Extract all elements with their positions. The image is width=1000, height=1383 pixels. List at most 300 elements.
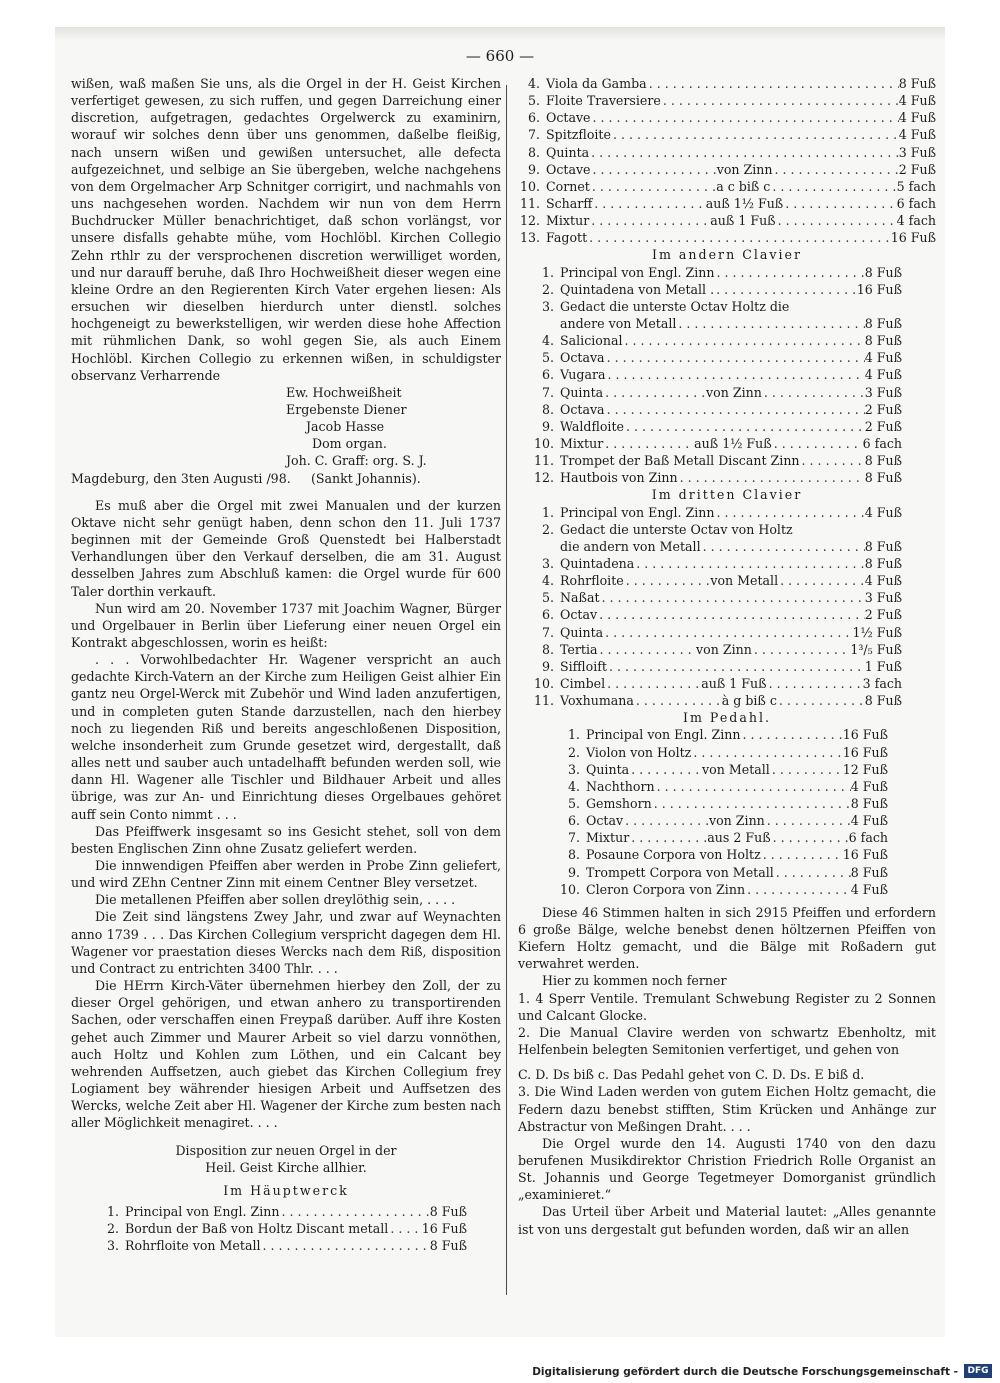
- stop-number: 7.: [541, 624, 554, 640]
- stop-material: auß 1½ Fuß: [705, 195, 784, 211]
- section-heading-third-manual: Im dritten Clavier: [651, 487, 803, 503]
- stop-name: Cleron Corpora von Zinn: [586, 881, 746, 897]
- stop-number: 1.: [541, 264, 554, 280]
- stop-pitch: 8 Fuß: [864, 453, 902, 469]
- stop-row: [558, 795, 888, 812]
- stop-pitch: 3 fach: [862, 675, 903, 691]
- stop-name: Rohrfloite: [560, 573, 624, 589]
- page-number: — 660 —: [465, 47, 535, 65]
- leader-dots: [767, 675, 863, 692]
- stop-number: 9.: [527, 161, 540, 177]
- paragraph: Das Urteil über Arbeit und Material lautet: „Alles genannte ist von uns dergestalt gut befunden worden, daß wir an allen: [518, 1204, 936, 1237]
- leader-dots: [741, 726, 843, 743]
- signature-note: (Sankt Johannis).: [311, 470, 421, 486]
- stop-row: [518, 92, 936, 109]
- stop-pitch: 2 Fuß: [864, 607, 902, 623]
- signature-line: Joh. C. Graff: org. S. J.: [286, 453, 427, 469]
- section-heading-hauptwerk: Im Häuptwerck: [223, 1182, 349, 1198]
- stop-pitch: 4 Fuß: [898, 93, 936, 109]
- stop-name: Trompett Corpora von Metall: [586, 864, 774, 880]
- stop-name: Octave: [546, 161, 591, 177]
- stop-material: von Metall: [710, 573, 779, 589]
- stop-number: 11.: [533, 693, 554, 709]
- dfg-logo: DFG: [964, 1364, 992, 1378]
- stop-name: Voxhumana: [560, 693, 634, 709]
- stop-pitch: 4 Fuß: [850, 813, 888, 829]
- stop-name: Principal von Engl. Zinn: [560, 504, 715, 520]
- leader-dots: [605, 675, 701, 692]
- stop-name: Waldfloite: [560, 418, 624, 434]
- stop-pitch: 4 Fuß: [898, 110, 936, 126]
- contract-quote: Die Zeit sind längstens Zwey Jahr, und zwar auf Weynachten anno 1739 . . . Das Kirchen Collegium verspricht dagegen dem Hl. Wagener vor praestation dieses Wercks nach dem Riß, disposition und Contract zu entrichten 3400 Thlr. . . .: [71, 909, 501, 976]
- leader-dots: [629, 829, 707, 846]
- stop-name: Cimbel: [560, 675, 606, 691]
- stop-number: 10.: [559, 881, 580, 897]
- stop-row: [532, 624, 902, 641]
- stop-row: [558, 778, 888, 795]
- stop-number: 12.: [533, 470, 554, 486]
- stop-pitch: 16 Fuß: [842, 847, 888, 863]
- stop-number: 7.: [567, 830, 580, 846]
- paragraph: Nun wird am 20. November 1737 mit Joachim Wagner, Bürger und Orgelbauer in Berlin über Lieferung einer neuen Orgel ein Kontrakt abgeschlossen, worin es heißt:: [71, 600, 501, 650]
- leader-dots: [800, 452, 865, 469]
- stop-pitch: 8 Fuß: [864, 470, 902, 486]
- stop-row: [97, 1237, 467, 1254]
- stop-name: Vugara: [560, 367, 606, 383]
- leader-dots: [589, 144, 899, 161]
- stop-number: 10.: [533, 675, 554, 691]
- stop-number: 6.: [541, 367, 554, 383]
- leader-dots: [774, 864, 851, 881]
- column-divider: [506, 85, 507, 1295]
- letter-date: Magdeburg, den 3ten Augusti /98.: [71, 470, 291, 486]
- leader-dots: [591, 161, 717, 178]
- leader-dots: [762, 384, 865, 401]
- stop-name: Rohrfloite von Metall: [125, 1238, 261, 1254]
- stop-name: Quinta: [560, 384, 604, 400]
- stop-row: [532, 469, 902, 486]
- leader-dots: [634, 555, 864, 572]
- stop-number: 4.: [527, 76, 540, 91]
- stop-number: 6.: [567, 813, 580, 829]
- leader-dots: [715, 264, 865, 281]
- stop-pitch: 8 Fuß: [864, 538, 902, 554]
- stop-name: Scharff: [546, 195, 593, 211]
- stop-number: 11.: [533, 453, 554, 469]
- stop-number: 10.: [519, 178, 540, 194]
- paragraph: Die Orgel wurde den 14. Augusti 1740 von den dazu berufenen Musikdirektor Christion Friedrich Rolle Organist an St. Johannis und George Tegetmeyer Domorganist gründlich „examinieret.“: [518, 1135, 936, 1203]
- stop-name: Trompet der Baß Metall Discant Zinn: [560, 453, 800, 469]
- leader-dots: [603, 435, 694, 452]
- leader-dots: [647, 75, 899, 92]
- section-heading-pedal: Im Pedahl.: [683, 710, 771, 726]
- stop-pitch: 4 Fuß: [864, 504, 902, 520]
- leader-dots: [661, 92, 899, 109]
- stop-pitch: 8 Fuß: [850, 795, 888, 811]
- leader-dots: [605, 401, 865, 418]
- stop-number: 1.: [541, 504, 554, 520]
- stop-number: 3.: [541, 298, 554, 314]
- stop-number: 8.: [567, 847, 580, 863]
- leader-dots: [773, 161, 899, 178]
- stop-name: Octava: [560, 350, 605, 366]
- leader-dots: [765, 812, 851, 829]
- list-item: C. D. Ds biß c. Das Pedahl gehet von C. D. Ds. E biß d.: [518, 1067, 865, 1083]
- disposition-title: Disposition zur neuen Orgel in der: [175, 1142, 397, 1158]
- stop-pitch: 8 Fuß: [864, 315, 902, 331]
- contract-quote: Das Pfeiffwerk insgesamt so ins Gesicht stehet, soll von dem besten Englischen Zinn ohne Zusatz geliefert werden.: [71, 823, 501, 856]
- stop-pitch: 6 fach: [896, 195, 937, 211]
- stop-pitch: 2 Fuß: [898, 161, 937, 177]
- stop-row: [518, 195, 936, 212]
- leader-dots: [770, 761, 843, 778]
- stop-number: 9.: [567, 864, 580, 880]
- stop-material: a c biß c: [716, 178, 771, 194]
- stop-pitch: 4 fach: [896, 213, 937, 229]
- stop-material: aus 2 Fuß: [707, 830, 771, 846]
- stop-pitch: 8 Fuß: [429, 1238, 467, 1254]
- signature-line: Dom organ.: [312, 436, 387, 452]
- stop-name: Octava: [560, 401, 605, 417]
- stop-material: auß 1½ Fuß: [694, 435, 772, 451]
- leader-dots: [388, 1220, 421, 1237]
- stop-row: [97, 1220, 467, 1237]
- stop-number: 5.: [527, 93, 540, 109]
- stop-pitch: 16 Fuß: [842, 744, 888, 760]
- stop-name: Gedact die unterste Octav von Holtz: [560, 521, 793, 537]
- leader-dots: [715, 504, 865, 521]
- leader-dots: [776, 212, 897, 229]
- stop-number: 4.: [567, 778, 580, 794]
- paragraph: Diese 46 Stimmen halten in sich 2915 Pfeiffen und erfordern 6 große Bälge, welche benebst denen höltzernen Pfeiffen von Kiefern Holtz gemacht, und die Bälge mit Roßadern gut verwahret werden.: [518, 904, 936, 972]
- stop-row: [532, 555, 902, 572]
- stop-pitch: 16 Fuß: [890, 230, 936, 246]
- leader-dots: [611, 126, 899, 143]
- leader-dots: [603, 384, 706, 401]
- signature-line: Ew. Hochweißheit: [286, 384, 402, 400]
- list-item: 3. Die Wind Laden werden von gutem Eichen Holtz gemacht, die Federn dazu benebst stifften, Stim Krücken und Anhänge zur Abstractur von Meßingen Draht. . . .: [518, 1084, 936, 1134]
- stop-row: [532, 315, 902, 332]
- stop-name: Principal von Engl. Zinn: [560, 264, 715, 280]
- stop-name: Mixtur: [546, 213, 590, 229]
- stop-row: [532, 538, 902, 555]
- stop-list-hauptwerk-continued: [518, 75, 936, 246]
- stop-pitch: 8 Fuß: [429, 1203, 467, 1219]
- stop-row: [518, 144, 936, 161]
- stop-number: 1.: [106, 1203, 119, 1219]
- scanned-page: [55, 27, 945, 1337]
- stop-pitch: 2 Fuß: [864, 401, 902, 417]
- leader-dots: [778, 572, 865, 589]
- contract-quote: Die innwendigen Pfeiffen aber werden in Probe Zinn geliefert, und wird ZEhn Centner Zinn mit einem Centner Bley versetzet.: [71, 858, 501, 891]
- leader-dots: [597, 606, 865, 623]
- stop-name: Naßat: [560, 590, 600, 606]
- stop-name: Fagott: [546, 230, 588, 246]
- leader-dots: [777, 692, 865, 709]
- stop-number: 8.: [527, 144, 540, 160]
- stop-pitch: 4 Fuß: [898, 127, 936, 143]
- stop-number: 2.: [541, 281, 554, 297]
- stop-pitch: 16 Fuß: [421, 1221, 467, 1237]
- stop-name: Hautbois von Zinn: [560, 470, 678, 486]
- stop-pitch: 6 fach: [848, 830, 889, 846]
- leader-dots: [280, 1203, 430, 1220]
- stop-row: [532, 384, 902, 401]
- stop-name: Quinta: [586, 761, 630, 777]
- leader-dots: [714, 281, 857, 298]
- stop-pitch: 1 Fuß: [864, 658, 902, 674]
- stop-material: von Zinn: [706, 384, 762, 400]
- stop-pitch: 8 Fuß: [864, 693, 902, 709]
- stop-material: von Zinn: [716, 161, 773, 177]
- contract-quote: . . . Vorwohlbedachter Hr. Wagener verspricht an auch gedachte Kirch-Vatern an der Kirche zum Heiligen Geist alhier Ein gantz neu Orgel-Werck mit Zubehör und Wind laden anzufertigen, und in completen guten Stande darzustellen, nach den hierbey noch zu liegenden Riß und bereits angeschloßenen Disposition, welche insonderheit zum Grunde gesetzet wird, dergestallt, daß alles nett und sauber auch untadelhafft befunden werden soll, wie dann Hl. Wagener alle Tischler und Bildhauer Arbeit und alles übrige, was zur An- und Einrichtung dieses Orgelbaues gehöret auff sein Conto nimmt . . .: [71, 652, 501, 822]
- stop-name: Floite Traversiere: [546, 93, 661, 109]
- stop-number: 5.: [541, 590, 554, 606]
- stop-list-second-manual: [518, 264, 902, 487]
- stop-row: [532, 366, 902, 383]
- stop-name: Mixtur: [586, 830, 630, 846]
- stop-material: von Metall: [702, 761, 770, 777]
- leader-dots: [783, 195, 896, 212]
- leader-dots: [761, 846, 843, 863]
- stop-pitch: 16 Fuß: [856, 281, 902, 297]
- stop-row: [532, 401, 902, 418]
- stop-name: Viola da Gamba: [546, 76, 647, 91]
- stop-name: Cornet: [546, 178, 590, 194]
- stop-pitch: 8 Fuß: [898, 76, 936, 91]
- stop-material: auß 1 Fuß: [701, 675, 767, 691]
- stop-pitch: 12 Fuß: [842, 761, 888, 777]
- leader-dots: [652, 795, 851, 812]
- stop-name: Spitzfloite: [546, 127, 611, 143]
- stop-number: 7.: [541, 384, 554, 400]
- leader-dots: [589, 212, 710, 229]
- leader-dots: [623, 812, 709, 829]
- stop-row: [558, 744, 888, 761]
- stop-name: Gemshorn: [586, 795, 652, 811]
- leader-dots: [591, 109, 899, 126]
- stop-name: Tertia: [560, 641, 598, 657]
- stop-number: 9.: [541, 658, 554, 674]
- stop-number: 13.: [519, 230, 540, 246]
- stop-number: 3.: [106, 1238, 119, 1254]
- stop-row: [97, 1203, 467, 1220]
- stop-name: Principal von Engl. Zinn: [125, 1203, 280, 1219]
- stop-name: Quinta: [546, 144, 590, 160]
- stop-name: Octav: [586, 813, 624, 829]
- stop-number: 11.: [519, 195, 540, 211]
- stop-row: [532, 504, 902, 521]
- stop-number: 6.: [527, 110, 540, 126]
- stop-name: andere von Metall: [560, 315, 677, 331]
- leader-dots: [590, 178, 716, 195]
- leader-dots: [603, 624, 852, 641]
- leader-dots: [629, 761, 702, 778]
- stop-row: [532, 418, 902, 435]
- leader-dots: [587, 229, 891, 246]
- signature-line: Ergebenste Diener: [286, 401, 407, 417]
- stop-name: Principal von Engl. Zinn: [586, 727, 741, 743]
- stop-number: 10.: [533, 435, 554, 451]
- stop-list-third-manual: [518, 504, 902, 710]
- stop-name: Octave: [546, 110, 591, 126]
- list-item: 1. 4 Sperr Ventile. Tremulant Schwebung Register zu 2 Sonnen und Calcant Glocke.: [518, 990, 936, 1023]
- stop-row: [518, 109, 936, 126]
- stop-row: [532, 641, 902, 658]
- stop-row: [532, 692, 902, 709]
- stop-name: Posaune Corpora von Holtz: [586, 847, 761, 863]
- letter-paragraph: wißen, waß maßen Sie uns, als die Orgel in der H. Geist Kirchen verfertiget gewesen, zu sich ruffen, und gegen Darreichung einer discretion, aufgetragen, gedachtes Orgelwerck zu examinirn, worauf wir solches denn über uns genommen, daßelbe fleißig, nach unsern wißen und gewißen untersuchet, alle defecta aufgezeichnet, und selbige an Sie übergeben, welche nachgehens von dem Orgelmacher Arp Schnitger corrigirt, und nachmahls von uns nachgesehen worden. Nachdem wir nun von dem Herrn Buchdrucker Müller benachrichtiget, daß schon vorlängst, vor unsere disfalls gehabte mühe, vom Hochlöbl. Kirchen Collegio Zehn rthlr zu der versprochenen discretion werwilliget worden, und nur darauff beruhe, daß Ihro Hochweißheit dieser wegen eine kleine Ordre an den Regierenten Kirch Vater ergehen liesen: Als ersuchen wir dieselben hierdurch unter dienstl. solches hochgeneigt zu bewerkstelligen, wir werden diese hohe Affection mit rühmlichen Dank, so wohl gegen Sie, als auch Einem Hochlöbl. Kirchen Collegio zu erkennen wißen, in schuldigster observanz Verharrende: [71, 76, 501, 383]
- leader-dots: [605, 349, 865, 366]
- stop-number: 2.: [567, 744, 580, 760]
- stop-number: 4.: [541, 333, 554, 349]
- stop-row: [532, 298, 902, 315]
- stop-row: [558, 761, 888, 778]
- stop-row: [558, 812, 888, 829]
- stop-pitch: 4 Fuß: [864, 367, 902, 383]
- contract-quote: Die metallenen Pfeiffen aber sollen dreylöthig sein, . . . .: [95, 892, 456, 908]
- stop-number: 2.: [541, 521, 554, 537]
- stop-pitch: 3 Fuß: [864, 384, 902, 400]
- stop-row: [518, 75, 936, 92]
- stop-pitch: 4 Fuß: [864, 350, 902, 366]
- stop-number: 12.: [519, 213, 540, 229]
- stop-list-hauptwerk: [71, 1203, 467, 1254]
- stop-number: 9.: [541, 418, 554, 434]
- stop-row: [558, 829, 888, 846]
- stop-number: 4.: [541, 573, 554, 589]
- leader-dots: [624, 572, 711, 589]
- leader-dots: [655, 778, 851, 795]
- right-column: [518, 75, 936, 1238]
- leader-dots: [598, 641, 697, 658]
- section-heading-second-manual: Im andern Clavier: [652, 247, 802, 263]
- stop-row: [532, 675, 902, 692]
- stop-material: auß 1 Fuß: [710, 213, 776, 229]
- stop-pitch: 5 fach: [896, 178, 936, 194]
- stop-number: 8.: [541, 401, 554, 417]
- stop-pitch: 8 Fuß: [864, 555, 902, 571]
- list-item: 2. Die Manual Clavire werden von schwartz Ebenholtz, mit Helfenbein belegten Semitonien verfertiget, und gehen von: [518, 1024, 936, 1058]
- stop-row: [532, 572, 902, 589]
- leader-dots: [261, 1237, 430, 1254]
- stop-number: 6.: [541, 607, 554, 623]
- stop-list-pedal: [518, 726, 888, 897]
- stop-pitch: 16 Fuß: [842, 727, 888, 743]
- stop-pitch: 4 Fuß: [864, 573, 902, 589]
- paragraph: Hier zu kommen noch ferner: [542, 973, 727, 989]
- stop-row: [558, 726, 888, 743]
- leader-dots: [678, 469, 865, 486]
- stop-name: Quinta: [560, 624, 604, 640]
- stop-pitch: 8 Fuß: [864, 264, 902, 280]
- leader-dots: [676, 315, 864, 332]
- stop-row: [532, 264, 902, 281]
- stop-name: Gedact die unterste Octav Holtz die: [560, 298, 790, 314]
- stop-pitch: 4 Fuß: [850, 778, 888, 794]
- leader-dots: [701, 538, 865, 555]
- stop-row: [532, 281, 902, 298]
- stop-row: [532, 332, 902, 349]
- stop-pitch: 4 Fuß: [850, 881, 888, 897]
- stop-name: Siffloift: [560, 658, 607, 674]
- date-line: [71, 470, 501, 487]
- stop-material: von Zinn: [708, 813, 765, 829]
- scan-edge: [55, 27, 945, 41]
- leader-dots: [771, 829, 849, 846]
- stop-pitch: 1½ Fuß: [852, 624, 902, 640]
- stop-number: 7.: [527, 127, 540, 143]
- stop-number: 1.: [567, 727, 580, 743]
- funding-notice: Digitalisierung gefördert durch die Deutsche Forschungsgemeinschaft -: [532, 1366, 958, 1378]
- stop-row: [532, 452, 902, 469]
- leader-dots: [607, 658, 865, 675]
- stop-row: [518, 178, 936, 195]
- stop-name: Octav: [560, 607, 598, 623]
- leader-dots: [691, 744, 842, 761]
- stop-row: [532, 589, 902, 606]
- stop-material: von Zinn: [696, 641, 752, 657]
- stop-row: [532, 606, 902, 623]
- stop-row: [532, 435, 902, 452]
- stop-number: [532, 538, 554, 555]
- contract-quote: Die HErrn Kirch-Väter übernehmen hierbey den Zoll, der zu dieser Orgel gehörigen, und etwan anhero zu transportirenden Sachen, oder verschaffen einen Freypaß darüber. Auff ihre Kosten gehet auch Zimmer und Maurer Arbeit so viel darzu vonnöthen, auch Holtz und Kohlen zum Löthen, und ein Calcant bey wehrenden Auffsetzen, auch giebet das Kirchen Collegium frey Logiament bey währender hiesigen Arbeit und Auffsetzen des Wercks, welche Zeit aber Hl. Wagener der Kirche zum besten nach aller Möglichkeit menagiret. . . .: [71, 978, 501, 1131]
- stop-number: 8.: [541, 641, 554, 657]
- stop-name: die andern von Metall: [560, 538, 701, 554]
- stop-pitch: 3 Fuß: [898, 144, 936, 160]
- stop-name: Quintadena von Metall .: [560, 281, 715, 297]
- stop-number: [532, 315, 554, 332]
- stop-material: à g biß c: [721, 693, 777, 709]
- stop-row: [518, 126, 936, 143]
- stop-name: Quintadena: [560, 555, 635, 571]
- stop-pitch: 2 Fuß: [864, 418, 902, 434]
- stop-row: [532, 349, 902, 366]
- signature-line: Jacob Hasse: [306, 419, 385, 435]
- stop-row: [532, 521, 902, 538]
- stop-row: [532, 658, 902, 675]
- leader-dots: [752, 641, 851, 658]
- stop-name: Violon von Holtz: [586, 744, 692, 760]
- stop-pitch: 1³/₅ Fuß: [850, 641, 902, 657]
- stop-pitch: 6 fach: [862, 435, 903, 451]
- stop-pitch: 8 Fuß: [850, 864, 888, 880]
- stop-row: [558, 864, 888, 881]
- leader-dots: [624, 418, 865, 435]
- stop-number: 3.: [541, 555, 554, 571]
- stop-number: 5.: [567, 795, 580, 811]
- leader-dots: [592, 195, 705, 212]
- left-column: [71, 75, 501, 1254]
- leader-dots: [623, 332, 865, 349]
- leader-dots: [770, 178, 896, 195]
- stop-number: 5.: [541, 350, 554, 366]
- leader-dots: [745, 881, 851, 898]
- leader-dots: [606, 366, 865, 383]
- stop-row: [518, 229, 936, 246]
- disposition-subtitle: Heil. Geist Kirche allhier.: [205, 1159, 367, 1175]
- stop-number: 3.: [567, 761, 580, 777]
- paragraph: Es muß aber die Orgel mit zwei Manualen und der kurzen Oktave nicht sehr genügt haben, denn schon den 11. Juli 1737 beginnen mit der Gemeinde Groß Quenstedt bei Halberstadt Verhandlungen über den Verkauf derselben, die am 31. August desselben Jahres zum Abschluß kamen: die Orgel wurde für 600 Taler dorthin verkauft.: [71, 497, 501, 599]
- stop-row: [518, 212, 936, 229]
- stop-row: [518, 161, 936, 178]
- stop-pitch: 3 Fuß: [864, 590, 902, 606]
- leader-dots: [772, 435, 863, 452]
- stop-number: 2.: [106, 1221, 119, 1237]
- stop-row: [558, 846, 888, 863]
- leader-dots: [600, 589, 865, 606]
- stop-name: Nachthorn: [586, 778, 655, 794]
